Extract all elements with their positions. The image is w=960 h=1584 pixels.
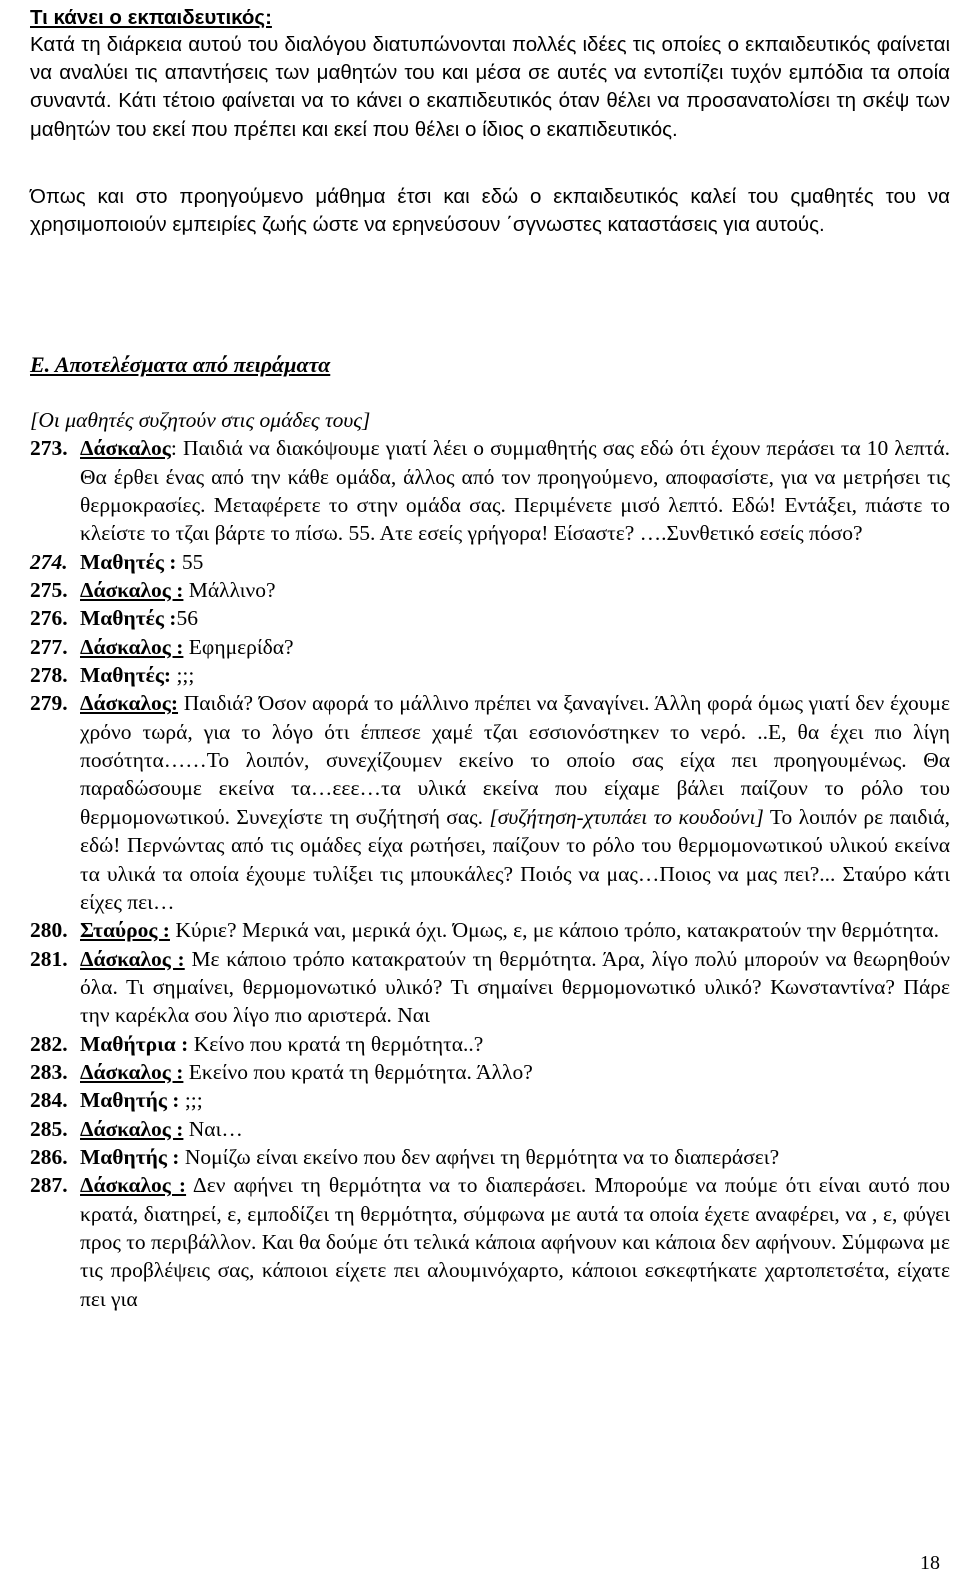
transcript-turn	[30, 945, 950, 1030]
transcript-turn	[30, 576, 950, 604]
speaker-name: Δάσκαλος :	[80, 1173, 187, 1198]
turn-text: ;;;	[176, 663, 195, 688]
turn-number: 277.	[30, 634, 68, 659]
page-number: 18	[920, 1552, 940, 1574]
transcript-turn	[30, 434, 950, 547]
transcript-turn	[30, 1171, 950, 1313]
turn-text: 55	[181, 549, 204, 574]
turn-text-continued: Το λοιπόν ρε παιδιά, εδώ! Περνώντας από τις ομάδες είχα ρωτήσει, παίζουν το ρόλο του θερμομονωτικού υλικού εκείνα τα υλικά τα οποία έχουμε τυλίξει τις μπουκάλες? Ποιός να μας…Ποιος να μας πει?... Σταύρο κάτι είχες πει…	[80, 804, 950, 914]
turn-number: 276.	[30, 606, 68, 631]
turn-text: ;;;	[184, 1088, 203, 1113]
intro-heading: Τι κάνει ο εκπαιδευτικός:	[30, 6, 272, 29]
speaker-name: Δάσκαλος :	[80, 634, 184, 659]
section-heading: Ε. Αποτελέσματα από πειράματα	[30, 352, 331, 377]
speaker-separator: :	[170, 436, 183, 461]
speaker-name: Δάσκαλος:	[80, 691, 179, 716]
transcript-turn	[30, 633, 950, 661]
turn-number: 287.	[30, 1173, 68, 1198]
speaker-separator	[186, 1173, 193, 1197]
transcript-turn	[30, 661, 950, 689]
speaker-name: Μαθήτρια :	[80, 1031, 189, 1056]
turn-text: Παιδιά? Όσον αφορά το μάλλινο πρέπει να ξαναγίνει. Άλλη φορά όμως γιατί δεν έχουμε χρόνο τωρά, για το λόγο ότι έππεσε χαμέ τζαι εσσιονόστηκεν το νερό. ..Ε, θα έχει πιο λίγη ποσότητα……Το λοιπόν, συνεχίζουμεν εκείνο το οποίο σας είχα πει προηγουμένως. Θα παραδώσουμε εκείνα τα…εεε…τα υλικά εκείνα που είχαμε βάλει παίζουν το ρόλο του θερμομονωτικού. Συνεχίστε τη συζήτησή σας.	[80, 691, 950, 829]
turn-number: 284.	[30, 1088, 68, 1113]
turn-number: 278.	[30, 663, 68, 688]
turn-text: Ναι…	[188, 1116, 243, 1141]
turn-number: 286.	[30, 1144, 68, 1169]
turn-text: Δεν αφήνει τη θερμότητα να το διαπεράσει. Μπορούμε να πούμε ότι είναι αυτό που κρατά, διατηρεί, ε, εμποδίζει τη θερμότητα, σύμφωνα με αυτά τα οποία έχετε αναφέρει, να , ε, φύγει προς το περιβάλλον. Και θα δούμε ότι τελικά κάποια αφήνουν και κάποια δεν αφήνουν. Σύμφωνα με τις προβλέψεις σας, κάποιοι είχετε πει αλουμινόχαρτο, κάποιοι εσκεφτήκατε χαρτοπετσέτα, είχατε πει για	[80, 1173, 950, 1311]
speaker-name: Δάσκαλος :	[80, 578, 184, 603]
turn-number: 280.	[30, 918, 68, 943]
turn-number: 275.	[30, 578, 68, 603]
transcript-turn	[30, 1058, 950, 1086]
speaker-name: Μαθητής :	[80, 1144, 180, 1169]
turn-number: 285.	[30, 1116, 68, 1141]
speaker-name: Δάσκαλος	[80, 436, 171, 461]
speaker-name: Μαθητές :	[80, 549, 177, 574]
turn-number: 283.	[30, 1059, 68, 1084]
transcript-turn	[30, 1143, 950, 1171]
turn-text: Παιδιά να διακόψουμε γιατί λέει ο συμμαθητής σας εδώ ότι έχουν περάσει τα 10 λεπτά. Θα έρθει ένας από την κάθε ομάδα, άλλος από τον προηγούμενο, αποφασίστε, για να μετρήσει τις θερμοκρασίες. Μεταφέρετε το στην ομάδα σας. Περιμένετε μισό λεπτό. Εδώ! Εντάξει, πιάστε το κλείστε το τζαι βάρτε το πίσω. 55. Ατε εσείς γρήγορα! Είσαστε? ….Συνθετικό εσείς πόσο?	[80, 436, 950, 546]
transcript-turn	[30, 1115, 950, 1143]
intro-paragraph-1: Κατά τη διάρκεια αυτού του διαλόγου διατυπώνονται πολλές ιδέες τις οποίες ο εκπαιδευτικός φαίνεται να αναλύει τις απαντήσεις των μαθητών του και μέσα σε αυτές να εντοπίζει τυχόν εμπόδια τα οποία συναντά. Κάτι τέτοιο φαίνεται να το κάνει ο εκαπιδευτικός όταν θέλει να προσανατολίσει τη σκέψ των μαθητών του εκεί που πρέπει και εκεί που θέλει ο ίδιος ο εκαπιδευτικός.	[30, 33, 950, 141]
speaker-name: Μαθητές :	[80, 606, 177, 631]
speaker-name: Σταύρος :	[80, 918, 170, 943]
turn-text: Εκείνο που κρατά τη θερμότητα. Άλλο?	[188, 1059, 533, 1084]
turn-text: Με κάποιο τρόπο κατακρατούν τη θερμότητα. Άρα, λίγο πολύ μπορούν να θεωρηθούν όλα. Τι σημαίνει, θερμομονωτικό υλικό? Τι σημαίνει θερμομονωτικό υλικό? Κωνσταντίνα? Πάρε την καρέκλα σου λίγο πιο αριστερά. Ναι	[80, 946, 951, 1028]
transcript-turn	[30, 548, 950, 576]
speaker-name: Δάσκαλος :	[80, 1116, 184, 1141]
turn-text: Μάλλινο?	[188, 578, 276, 603]
turn-number: 274.	[30, 549, 68, 574]
intro-paragraph-2: Όπως και στο προηγούμενο μάθημα έτσι και εδώ ο εκπαιδευτικός καλεί του ςμαθητές του να χρησιμοποιούν εμπειρίες ζωής ώστε να ερηνεύσουν ΄σγνωστες καταστάσεις για αυτούς.	[30, 185, 950, 237]
turn-text: Κύριε? Μερικά ναι, μερικά όχι. Όμως, ε, με κάποιο τρόπο, κατακρατούν την θερμότητα.	[175, 918, 939, 943]
turn-text: Κείνο που κρατά τη θερμότητα..?	[193, 1031, 484, 1056]
stage-direction: [Οι μαθητές συζητούν στις ομάδες τους]	[30, 408, 371, 432]
speaker-name: Μαθητές:	[80, 663, 172, 688]
speaker-name: Μαθητής :	[80, 1088, 180, 1113]
speaker-name: Δάσκαλος :	[80, 1059, 184, 1084]
transcript-turn	[30, 1086, 950, 1114]
turn-text: Νομίζω είναι εκείνο που δεν αφήνει τη θερμότητα να το διαπεράσει?	[184, 1144, 780, 1169]
turn-number: 279.	[30, 691, 68, 716]
stage-direction-inline: [συζήτηση-χτυπάει το κουδούνι]	[489, 804, 764, 829]
speaker-name: Δάσκαλος :	[80, 946, 185, 971]
transcript-turn	[30, 604, 950, 632]
turn-text: Εφημερίδα?	[188, 634, 294, 659]
turn-number: 282.	[30, 1031, 68, 1056]
turn-text: 56	[176, 606, 198, 631]
transcript-turn	[30, 916, 950, 944]
transcript	[30, 406, 950, 1313]
turn-number: 273.	[30, 436, 68, 461]
transcript-turn	[30, 1030, 950, 1058]
turn-number: 281.	[30, 946, 68, 971]
transcript-turn	[30, 689, 950, 916]
